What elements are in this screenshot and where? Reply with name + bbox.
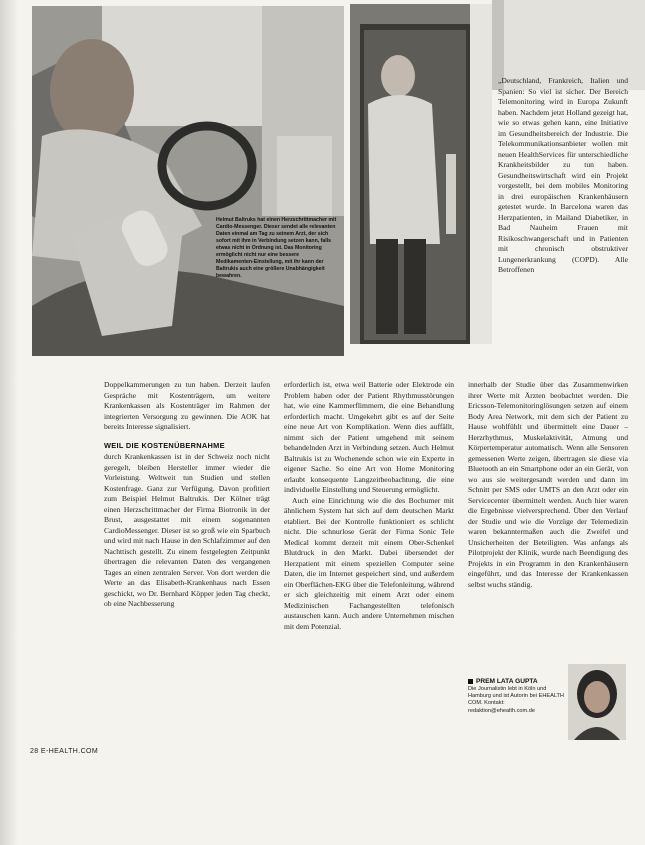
photo-man-in-doorway [350, 4, 492, 344]
section-subheading: WEIL DIE KOSTENÜBERNAHME [104, 440, 225, 450]
article-column-left [104, 380, 270, 610]
paragraph: erforderlich ist, etwa weil Batterie oder Elektrode ein Problem haben oder der Patient Rhythmusstörungen hat, wie eine Kammerflimmern, die eine Behandlung erforderlich macht. Umgekehrt gibt es auf der Seite eine neue Art von Komplikation. Wenn dies auffällt, nimmt sich der Patient umgehend mit seinem behandelnden Arzt in Verbindung setzen. Auch Helmut Baltrukis ist zu Wochenende schon wie ein Experte in eigener Sache. So eine Art von Home Monitoring erlaubt konsequente Langzeitbeobachtung, die eine individuelle Einstellung und Steuerung ermöglicht. [284, 380, 454, 494]
photo-driver-in-cab [32, 6, 344, 356]
article-column-right-top [498, 76, 628, 276]
author-name: PREM LATA GUPTA [476, 678, 538, 685]
photo-caption: Helmut Baltruks hat einen Herzschrittmacher mit Cardio-Messenger. Dieser sendet alle relevanten Daten einmal am Tag zu seinem Arzt, der sich sofort mit ihm in Verbindung setzen kann, falls etwas nicht in Ordnung ist. Das Monitoring ermöglicht nicht nur eine bessere Medikamenten-Einstellung, mit ihr kann der Baltrukis auch eine größere Unabhängigkeit bewahren. [216, 217, 337, 279]
paragraph: Auch eine Einrichtung wie die des Bochumer mit ähnlichem System hat sich auf dem deutschen Markt etabliert. Bei der Kontrolle funktioniert es schlicht nicht. Die schnurlose Gerät der Firma Sonic Tele Medical kommt derzeit mit einem Ober-Schenkel Blutdruck in den Markt. Dabei übersendet der Herzpatient mit einem speziellen Computer seine Daten, die im Internet gespeichert sind, und außerdem ein Oberflächen-EKG über die Telefonleitung, während er sich gleichzeitig mit einem Arzt oder einem Medizinischen Fachangestellten telefonisch austauschen kann. Auch andere Unternehmen mischen mit dem Potenzial. [284, 495, 454, 631]
author-box [468, 678, 566, 715]
article-column-right [468, 380, 628, 590]
page-gutter-shadow [0, 0, 18, 845]
photo-doorway-illustration [350, 4, 492, 344]
photo-driver-illustration [32, 6, 344, 356]
page-footer: 28 E-HEALTH.COM [30, 748, 99, 755]
author-portrait-illustration [568, 664, 626, 740]
paragraph: Doppelkammerungen zu tun haben. Derzeit laufen Gespräche mit Kostenträgern, um weitere Krankenkassen als Kostenträger im Rahmen der integrierten Versorgung zu gewinnen. Die AOK hat bereits Interesse signalisiert. [104, 380, 270, 431]
author-bio: Die Journalistin lebt in Köln und Hamburg und ist Autorin bei EHEALTH COM. Kontakt: redaktion@ehealth.com.de [468, 686, 564, 714]
paragraph: durch Krankenkassen ist in der Schweiz noch nicht geregelt, bleiben Hersteller immer wieder die Vorleistung. Weltweit tun Studien und stellen Kostenfrage. Ganz zur Verfügung. Davon profitiert zum Beispiel Helmut Baltrukis. Der Kölner trägt einen Herzschrittmacher der Firma Biotronik in der Brust, ausgestattet mit einem sogenannten CardioMessenger. Dieser ist so groß wie ein Sparbuch und wird mit nach Hause in den Schlafzimmer auf den Nachttisch gestellt. Zu einem festgelegten Zeitpunkt übertragen die relevanten Daten des vergangenen Tages an einen zentralen Server. Von dort werden die Werte an das Elisabeth-Krankenhaus nach Essen geschickt, wo Dr. Bernhard Köpper jeden Tag checkt, ob eine Nachbesserung [104, 452, 270, 608]
paragraph: innerhalb der Studie über das Zusammenwirken ihrer Werte mit Ärzten beobachtet werden. Die Ericsson-Telemonitoringlösungen setzen auf einem Body Area Network, mit dem sich der Patient zu Hause wohlfühlt und übermittelt eine Dauer – Herzrhythmus, Muskelaktivität, Atmung und Körpertemperatur automatisch. Wenn alle Sensoren gemessenen Werte zeigen, übertragen sie diese via Bluetooth an ein Smartphone oder an ein Gerät, von wo aus sie weitergesandt werden und dann im Schnitt per SMS oder UMTS an den Arzt oder ein Servicecenter übermittelt werden. Auch hier waren die Ergebnisse vielversprechend. Über den Verlauf der Studie und wie die Vorzüge der Telemedizin waren bekanntermaßen auch die Zweifel und Unsicherheiten der Beteiligten. Was anfangs als Pilotprojekt der Klinik, wurde nach Beendigung des Projekts in ein Programm in den Krankenhäusern eingeführt, und das Interesse der Krankenkassen selbst wuchs ständig. [468, 380, 628, 589]
author-portrait [568, 664, 626, 740]
bullet-square-icon [468, 679, 473, 684]
article-column-middle [284, 380, 454, 632]
paragraph: „Deutschland, Frankreich, Italien und Spanien: So viel ist sicher. Der Bereich Telemonitoring wird in Europa Zukunft haben. Nachdem jetzt Holland gezeigt hat, wie so etwas gehen kann, eine Initiative im Gesundheitsbereich der Industrie. Die Telekommunikationsanbieter wollen mit neuen HealthServices für unterschiedliche Krankheitsbilder zu tun haben. Gesundheitswirtschaft wird ein Projekt vorgestellt, bei dem mobiles Monitoring in drei europäischen Krankenhäusern getestet wurde. In Barcelona waren das Herzpatienten, in Mailand Diabetiker, in Bad Nauheim Frauen mit Risikoschwangerschaft und in Patienten mit chronisch obstruktiver Lungenerkrankung (COPD). Alle Betroffenen [498, 76, 628, 274]
author-name-line [468, 678, 566, 685]
